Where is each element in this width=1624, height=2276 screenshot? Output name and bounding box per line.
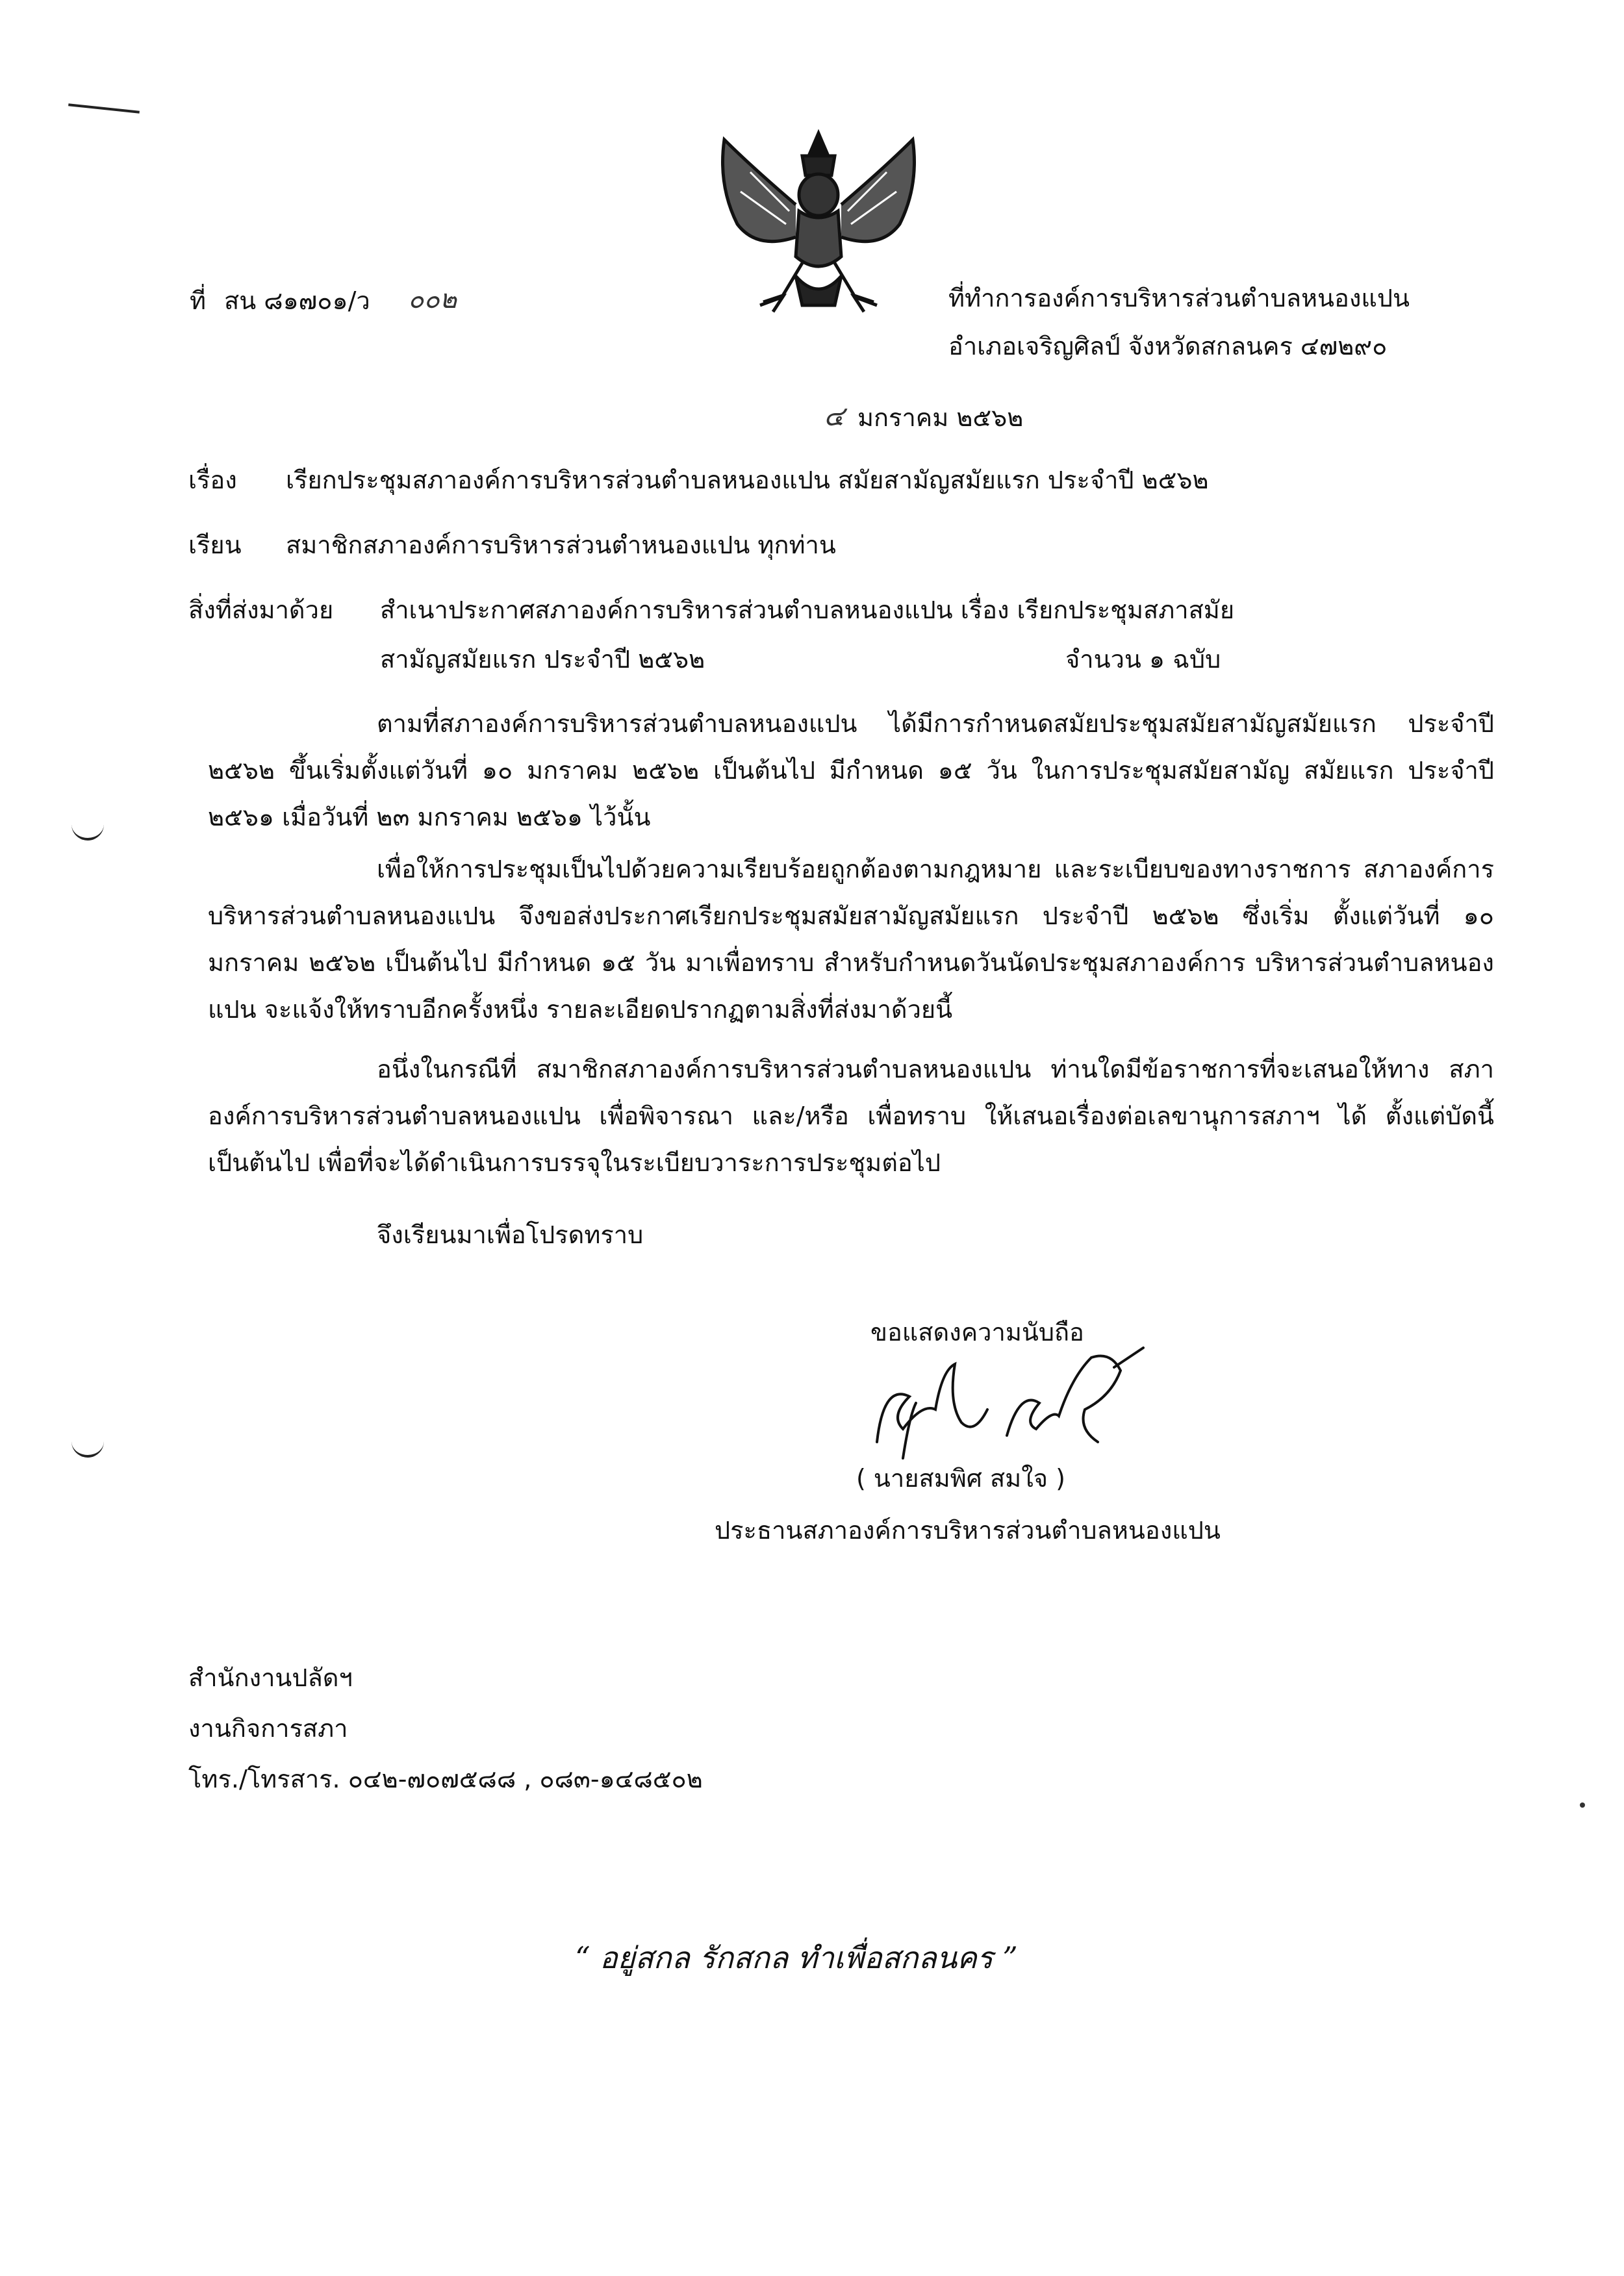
date-day-handwritten: ๔ — [824, 400, 844, 432]
footer-section: งานกิจการสภา — [188, 1714, 348, 1743]
body-paragraph-3: อนึ่งในกรณีที่ สมาชิกสภาองค์การบริหารส่วนตำบลหนองแปน ท่านใดมีข้อราชการที่จะเสนอให้ทาง สภาองค์การบริหารส่วนตำบลหนองแปน เพื่อพิจารณา และ/หรือ เพื่อทราบ ให้เสนอเรื่องต่อเลขานุการสภาฯ ได้ ตั้งแต่บัดนี้เป็นต้นไป เพื่อที่จะได้ดำเนินการบรรจุในระเบียบวาระการประชุมต่อไป — [208, 1055, 1494, 1177]
footer-office: สำนักงานปลัดฯ — [188, 1663, 353, 1692]
office-address-line1: ที่ทำการองค์การบริหารส่วนตำบลหนองแปน — [948, 284, 1410, 312]
to-label: เรียน — [188, 531, 242, 559]
to-text: สมาชิกสภาองค์การบริหารส่วนตำหนองแปน ทุกท่าน — [286, 531, 836, 559]
subject-label: เรื่อง — [188, 466, 237, 494]
footer-phone: โทร./โทรสาร. ๐๔๒-๗๐๗๕๘๘ , ๐๘๓-๑๔๘๕๐๒ — [188, 1765, 703, 1793]
enclosure-label: สิ่งที่ส่งมาด้วย — [188, 596, 334, 624]
date: มกราคม ๒๕๖๒ — [857, 403, 1024, 432]
enclosure-count: จำนวน ๑ ฉบับ — [1065, 645, 1221, 674]
slogan: “ อยู่สกล รักสกล ทำเพื่อสกลนคร ” — [575, 1940, 1018, 1975]
signer-position: ประธานสภาองค์การบริหารส่วนตำบลหนองแปน — [715, 1516, 1221, 1545]
subject-text: เรียกประชุมสภาองค์การบริหารส่วนตำบลหนองแปน สมัยสามัญสมัยแรก ประจำปี ๒๕๖๒ — [286, 466, 1209, 494]
regards: ขอแสดงความนับถือ — [870, 1318, 1084, 1347]
closing-line: จึงเรียนมาเพื่อโปรดทราบ — [377, 1220, 644, 1249]
scan-mark-line — [68, 103, 140, 113]
doc-number-handwritten: ๐๐๒ — [408, 284, 457, 314]
office-address-line2: อำเภอเจริญศิลป์ จังหวัดสกลนคร ๔๗๒๙๐ — [948, 332, 1388, 360]
scan-speck — [1580, 1802, 1585, 1808]
doc-number: สน ๘๑๗๐๑/ว — [224, 286, 370, 315]
signer-name: ( นายสมพิศ สมใจ ) — [856, 1464, 1065, 1493]
punch-hole-mark — [71, 1429, 104, 1458]
punch-hole-mark — [71, 812, 104, 841]
enclosure-line2: สามัญสมัยแรก ประจำปี ๒๕๖๒ — [380, 645, 705, 674]
enclosure-line1: สำเนาประกาศสภาองค์การบริหารส่วนตำบลหนองแปน เรื่อง เรียกประชุมสภาสมัย — [380, 596, 1235, 624]
handwritten-signature — [864, 1345, 1156, 1461]
body-paragraph-1: ตามที่สภาองค์การบริหารส่วนตำบลหนองแปน ได้มีการกำหนดสมัยประชุมสมัยสามัญสมัยแรก ประจำปี ๒๕๖๒ ขึ้นเริ่มตั้งแต่วันที่ ๑๐ มกราคม ๒๕๖๒ เป็นต้นไป มีกำหนด ๑๕ วัน ในการประชุมสมัยสามัญ สมัยแรก ประจำปี ๒๕๖๑ เมื่อวันที่ ๒๓ มกราคม ๒๕๖๑ ไว้นั้น — [208, 709, 1494, 831]
garuda-emblem — [711, 127, 926, 322]
doc-number-label: ที่ — [190, 286, 207, 315]
body-paragraph-2: เพื่อให้การประชุมเป็นไปด้วยความเรียบร้อยถูกต้องตามกฎหมาย และระเบียบของทางราชการ สภาองค์การบริหารส่วนตำบลหนองแปน จึงขอส่งประกาศเรียกประชุมสมัยสามัญสมัยแรก ประจำปี ๒๕๖๒ ซึ่งเริ่ม ตั้งแต่วันที่ ๑๐ มกราคม ๒๕๖๒ เป็นต้นไป มีกำหนด ๑๕ วัน มาเพื่อทราบ สำหรับกำหนดวันนัดประชุมสภาองค์การ บริหารส่วนตำบลหนองแปน จะแจ้งให้ทราบอีกครั้งหนึ่ง รายละเอียดปรากฏตามสิ่งที่ส่งมาด้วยนี้ — [208, 855, 1494, 1024]
